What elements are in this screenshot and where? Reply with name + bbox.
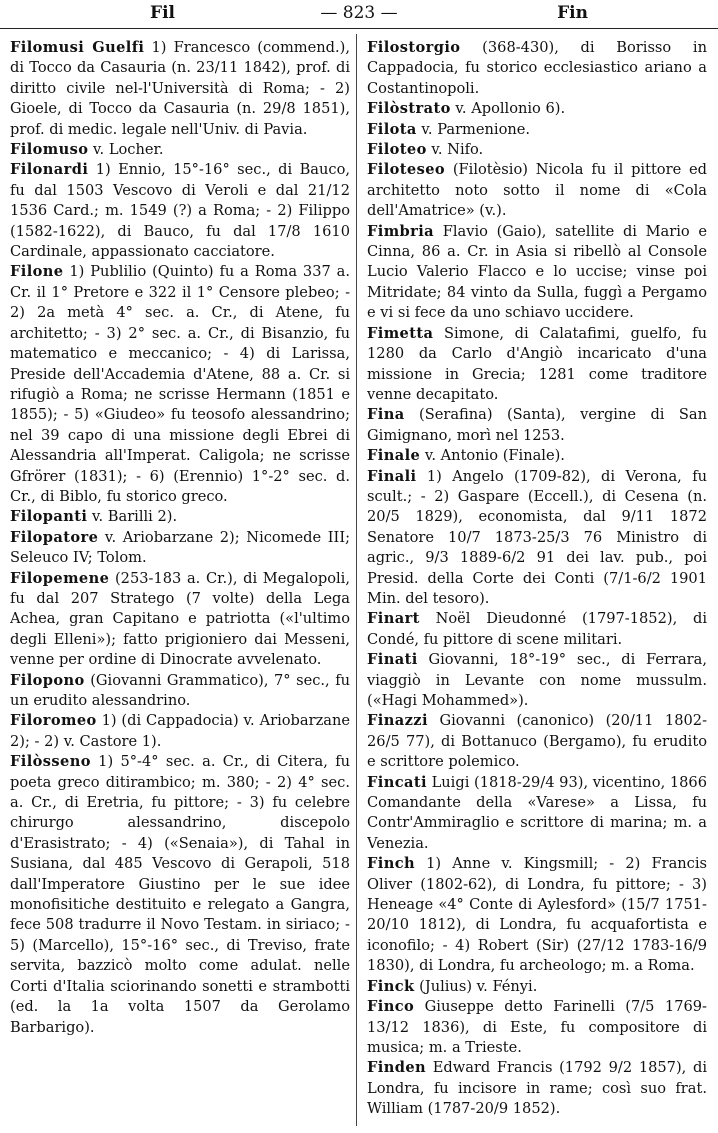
- header-right-guide: Fin: [557, 3, 588, 23]
- entry-text: Luigi (1818-29/4 93), vicentino, 1866 Comandante della «Varese» a Lissa, fu Contr'Ammiraglio e scrittore di marina; m. a Venezia.: [367, 773, 707, 852]
- entry-text: (Serafina) (Santa), vergine di San Gimignano, morì nel 1253.: [367, 406, 707, 444]
- dictionary-entry: [367, 773, 707, 855]
- entry-headword: Fimetta: [367, 324, 434, 342]
- dictionary-entry: [367, 405, 707, 446]
- entry-text: 1) Francesco (commend.), di Tocco da Casauria (n. 23/11 1842), prof. di diritto civile nel-l'Università di Roma; - 2) Gioele, di Tocco da Casauria (n. 29/8 1851), prof. di medic. legale nell'Univ. di Pavia.: [10, 39, 350, 138]
- dictionary-entry: [367, 324, 707, 406]
- dictionary-entry: [10, 38, 350, 140]
- dictionary-entry: [367, 1058, 707, 1119]
- page-header: [0, 0, 718, 29]
- dictionary-entry: [367, 854, 707, 976]
- entry-headword: Fincati: [367, 773, 427, 791]
- entry-text: Edward Francis (1792 9/2 1857), di Londra, fu incisore in rame; così suo frat. William (1787-20/9 1852).: [367, 1059, 707, 1118]
- dictionary-entry: [367, 711, 707, 772]
- entry-text: Giovanni, 18°-19° sec., di Ferrara, viaggiò in Levante con nome mussulm. («Hagi Mohammed»).: [367, 651, 707, 709]
- entry-headword: Finale: [367, 447, 421, 465]
- entry-text: 1) Angelo (1709-82), di Verona, fu scult.; - 2) Gaspare (Eccell.), di Cesena (n. 20/5 1829), economista, dal 9/11 1872 Senatore 10/7 1873-25/3 76 Ministro di agric., 9/3 1889-6/2 91 dei lav. pub., poi Presid. della Corte dei Conti (7/1-6/2 1901 Min. del tesoro).: [367, 467, 707, 607]
- entry-text: v. Parmenione.: [416, 120, 531, 138]
- entry-text: (368-430), di Borisso in Cappadocia, fu storico ecclesiastico ariano a Costantinopoli.: [367, 39, 707, 97]
- entry-headword: Filòsseno: [10, 753, 91, 771]
- dictionary-entry: [367, 160, 707, 221]
- dictionary-entry: [367, 467, 707, 610]
- entry-text: 1) Anne v. Kingsmill; - 2) Francis Oliver (1802-62), di Londra, fu pittore; - 3) Heneage «4° Conte di Aylesford» (15/7 1751-20/10 1812), di Londra, fu acquafortista e iconofilo; - 4) Robert (Sir) (27/12 1783-16/9 1830), di Londra, fu archeologo; m. a Roma.: [367, 855, 707, 975]
- entry-headword: Filopanti: [10, 508, 88, 526]
- entry-text: Noël Dieudonné (1797-1852), di Condé, fu pittore di scene militari.: [367, 610, 707, 648]
- entry-text: v. Nifo.: [426, 141, 484, 159]
- entry-headword: Fina: [367, 406, 405, 424]
- entry-text: 1) (di Cappadocia) v. Ariobarzane 2); - 2) v. Castore 1).: [10, 712, 350, 750]
- entry-headword: Filomuso: [10, 141, 89, 159]
- entry-headword: Finart: [367, 610, 420, 628]
- entry-headword: Filostorgio: [367, 39, 461, 56]
- entry-headword: Filonardi: [10, 161, 89, 179]
- entry-text: Flavio (Gaio), satellite di Mario e Cinna, 86 a. Cr. in Asia si ribellò al Console Lucio Valerio Flacco e lo uccise; vinse poi Mitridate; 84 vinto da Sulla, fuggì a Pergamo e vi si fece da uno schiavo uccidere.: [367, 222, 707, 322]
- dictionary-entry: [367, 120, 707, 140]
- dictionary-entry: [367, 609, 707, 650]
- entry-text: (Julius) v. Fényi.: [414, 977, 538, 995]
- entry-text: v. Barilli 2).: [87, 508, 178, 526]
- entry-headword: Finden: [367, 1059, 427, 1077]
- dictionary-entry: [10, 569, 350, 671]
- entry-headword: Fimbria: [367, 222, 435, 240]
- entry-text: 1) Publilio (Quinto) fu a Roma 337 a. Cr. il 1° Pretore e 322 il 1° Censore plebeo; - 2) 2a metà 4° sec. a. Cr., di Atene, fu architetto; - 3) 2° sec. a. Cr., di Bisanzio, fu matematico e meccanico; - 4) di Larissa, Preside dell'Accademia d'Atene, 88 a. Cr. si rifugiò a Roma; ne scrisse Hermann (1851 e 1855); - 5) «Giudeo» fu teosofo alessandrino; nel 39 capo di una missione degli Ebrei di Alessandria all'Imperat. Caligola; ne scrisse Gfrörer (1831); - 6) (Erennio) 1°-2° sec. d. Cr., di Biblo, fu storico greco.: [10, 263, 350, 505]
- dictionary-entry: [367, 997, 707, 1058]
- entry-text: (Filotèsio) Nicola fu il pittore ed architetto noto sotto il nome di «Cola dell'Amatrice» (v.).: [367, 161, 707, 220]
- dictionary-entry: [10, 711, 350, 752]
- entry-headword: Filoromeo: [10, 712, 97, 730]
- entry-text: Simone, di Calatafimi, guelfo, fu 1280 da Carlo d'Angiò incaricato d'una missione in Grecia; 1281 come traditore venne decapitato.: [367, 324, 707, 403]
- entry-headword: Finati: [367, 651, 418, 669]
- dictionary-entry: [10, 752, 350, 1038]
- entry-text: v. Antonio (Finale).: [420, 447, 565, 465]
- entry-headword: Finco: [367, 998, 415, 1016]
- dictionary-entry: [367, 140, 707, 160]
- dictionary-entry: [367, 38, 707, 99]
- entry-headword: Filoteo: [367, 141, 427, 159]
- entry-headword: Filota: [367, 120, 417, 138]
- left-column: [10, 38, 350, 1128]
- dictionary-entry: [10, 528, 350, 569]
- entry-headword: Filone: [10, 263, 64, 281]
- entry-text: v. Ariobarzane 2); Nicomede III; Seleuco IV; Tolom.: [10, 528, 350, 567]
- entry-headword: Filopatore: [10, 528, 99, 546]
- entry-headword: Finck: [367, 977, 415, 995]
- entry-headword: Finazzi: [367, 712, 428, 730]
- dictionary-entry: [367, 222, 707, 324]
- entry-text: v. Apollonio 6).: [450, 100, 566, 118]
- entry-headword: Filoteseo: [367, 161, 446, 179]
- dictionary-entry: [367, 99, 707, 119]
- entry-headword: Filomusi Guelfi: [10, 39, 145, 56]
- dictionary-entry: [367, 446, 707, 466]
- entry-text: 1) Ennio, 15°-16° sec., di Bauco, fu dal 1503 Vescovo di Veroli e dal 21/12 1536 Card.; m. 1549 (?) a Roma; - 2) Filippo (1582-1622), di Bauco, fu dal 17/8 1610 Cardinale, appassionato cacciatore.: [10, 161, 350, 261]
- dictionary-entry: [10, 262, 350, 507]
- column-divider: [356, 34, 357, 1126]
- right-column: [367, 38, 707, 1128]
- entry-headword: Filopemene: [10, 569, 110, 587]
- dictionary-entry: [367, 650, 707, 711]
- dictionary-entry: [10, 507, 350, 527]
- entry-text: Giuseppe detto Farinelli (7/5 1769-13/12 1836), di Este, fu compositore di musica; m. a Trieste.: [367, 998, 707, 1056]
- dictionary-entry: [367, 977, 707, 997]
- dictionary-entry: [10, 140, 350, 160]
- entry-headword: Finch: [367, 855, 416, 873]
- entry-text: 1) 5°-4° sec. a. Cr., di Citera, fu poeta greco ditirambico; m. 380; - 2) 4° sec. a. Cr., di Eretria, fu pittore; - 3) fu celebre chirurgo alessandrino, discepolo d'Erasistrato; - 4) («Senaia»), di Tahal in Susiana, dal 485 Vescovo di Gerapoli, 518 dall'Imperatore Giustino per le sue idee monofisitiche destituito e relegato a Gangra, fece 508 tradurre il Novo Testam. in siriaco; - 5) (Marcello), 15°-16° sec., di Treviso, frate servita, bazzicò molto come adulat. nelle Corti d'Italia sciorinando sonetti e strambotti (ed. la 1a volta 1507 da Gerolamo Barbarigo).: [10, 753, 350, 1036]
- entry-text: (253-183 a. Cr.), di Megalopoli, fu dal 207 Stratego (7 volte) della Lega Achea, gran Capitano e patriotta («l'ultimo degli Elleni»); fatto prigioniero dai Messeni, venne per ordine di Dinocrate avvelenato.: [10, 569, 350, 669]
- entry-text: (Giovanni Grammatico), 7° sec., fu un erudito alessandrino.: [10, 671, 350, 709]
- entry-headword: Filopono: [10, 671, 85, 689]
- entry-text: Giovanni (canonico) (20/11 1802-26/5 77), di Bottanuco (Bergamo), fu erudito e scrittore polemico.: [367, 712, 707, 771]
- entry-text: v. Locher.: [88, 141, 164, 159]
- entry-headword: Finali: [367, 467, 417, 485]
- header-left-guide: Fil: [150, 3, 175, 23]
- entry-headword: Filòstrato: [367, 100, 451, 118]
- page-number: — 823 —: [320, 3, 398, 23]
- dictionary-entry: [10, 160, 350, 262]
- dictionary-entry: [10, 671, 350, 712]
